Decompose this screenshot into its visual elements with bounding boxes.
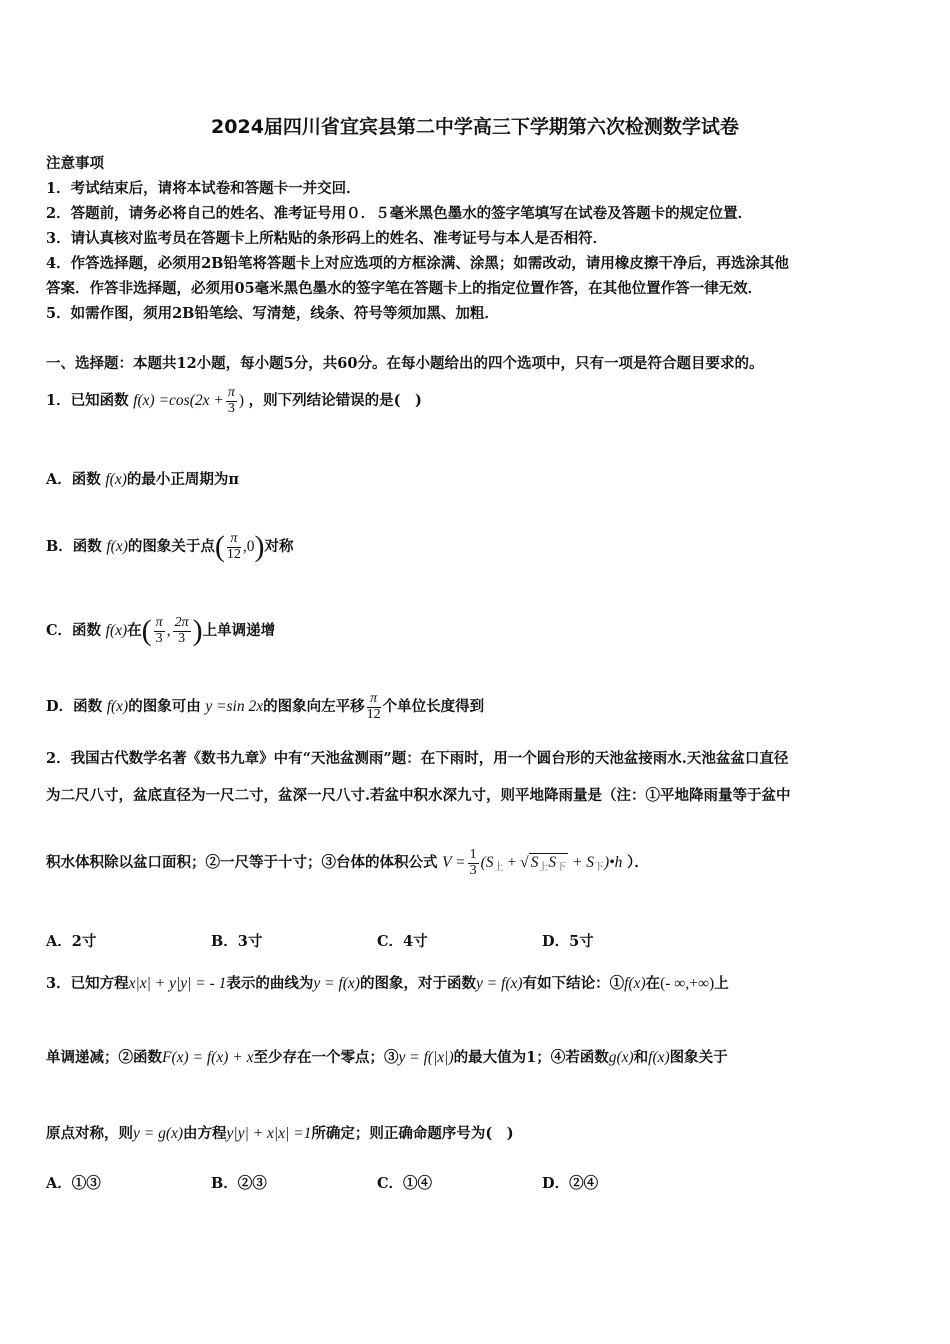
option-text: 的最小正周期为π	[126, 471, 239, 488]
option-label: B．函数	[46, 538, 102, 555]
q3-math: y = f(x)	[313, 975, 360, 992]
notice-item: 2．答题前，请务必将自己的姓名、准考证号用０．５毫米黑色墨水的签字笔填写在试卷及答题卡的规定位置．	[46, 205, 753, 222]
q3-text: 有如下结论：①	[522, 975, 625, 992]
q1-option-c[interactable]: C．函数 f(x)在( $\frac{\pi}{3}$ , $\frac{2\pi}{3}$ )上单调递增	[46, 614, 276, 647]
q3-math: F(x) = f(x) + x	[162, 1049, 254, 1066]
q3-math: f(x)	[624, 975, 646, 992]
option-text: 对称	[264, 538, 294, 555]
q2-option-d[interactable]: D．5寸	[542, 933, 594, 950]
q2-option-c[interactable]: C．4寸	[377, 933, 428, 950]
q3-text: 3．已知方程	[46, 975, 129, 992]
q3-math: x|x| + y|y| = - 1	[128, 975, 227, 992]
q3-math: y = f(|x|)	[398, 1049, 454, 1066]
notice-item: 答案．作答非选择题，必须用05毫米黑色墨水的签字笔在答题卡上的指定位置作答，在其他位置作答一律无效．	[46, 280, 763, 297]
question-2-line-2: 为二尺八寸，盆底直径为一尺二寸，盆深一尺八寸.若盆中积水深九寸，则平地降雨量是（注：①平地降雨量等于盆中	[46, 787, 791, 804]
question-1	[46, 386, 422, 416]
q3-text: 所确定；则正确命题序号为( )	[311, 1125, 514, 1142]
option-math: f(x)	[105, 471, 127, 488]
option-text: 的图象关于点	[127, 538, 215, 555]
option-math: f(x)	[106, 538, 128, 555]
option-label: A．函数	[46, 471, 101, 488]
option-math: y =sin 2x	[205, 698, 264, 716]
q3-math: (- ∞,+∞)	[660, 975, 715, 992]
question-3-line-1	[46, 972, 729, 993]
q3-option-d[interactable]: D．②④	[542, 1175, 599, 1192]
q2-text: 积水体积除以盆口面积；②一尺等于十寸；③台体的体积公式	[46, 854, 438, 872]
q3-math: y = g(x)	[133, 1125, 184, 1142]
q2-option-b[interactable]: B．3寸	[211, 933, 263, 950]
q3-text: 和	[633, 1049, 649, 1066]
page-title: 2024届四川省宜宾县第二中学高三下学期第六次检测数学试卷	[211, 116, 739, 138]
q1-option-b[interactable]: B．函数 f(x)的图象关于点( $\frac{\pi}{12}$ ,0)对称	[46, 530, 294, 563]
notice-item: 1．考试结束后，请将本试卷和答题卡一并交回．	[46, 180, 361, 197]
q3-option-c[interactable]: C．①④	[377, 1175, 433, 1192]
q1-fraction: $\frac{\pi}{3}$	[227, 385, 235, 416]
option-text: 的图象向左平移	[263, 698, 365, 716]
q3-text: 单调递减；②函数	[46, 1049, 162, 1066]
q2-option-a[interactable]: A．2寸	[46, 933, 97, 950]
q3-math: y|y| + x|x| =1	[226, 1125, 312, 1142]
q1-option-a[interactable]	[46, 468, 239, 489]
option-text: 上单调递增	[202, 622, 276, 639]
q3-text: 由方程	[183, 1125, 227, 1142]
q3-option-a[interactable]: A．①③	[46, 1175, 101, 1192]
q1-func: f(x) =cos(2x +	[133, 392, 224, 410]
option-math: f(x)	[106, 698, 129, 716]
option-label: C．函数	[46, 622, 102, 639]
option-text: 个单位长度得到	[382, 698, 485, 716]
option-math: f(x)	[105, 622, 128, 639]
question-3-line-3	[46, 1122, 514, 1143]
section-heading: 一、选择题：本题共12小题，每小题5分，共60分。在每小题给出的四个选项中，只有一项是符合题目要求的。	[46, 355, 764, 372]
option-text: 在	[127, 622, 142, 639]
q3-text: 至少存在一个零点；③	[253, 1049, 399, 1066]
q3-text: 的最大值为1；④若函数	[453, 1049, 609, 1066]
q3-math: y = f(x)	[475, 975, 523, 992]
q1-close: )	[238, 392, 245, 410]
q3-text: 在	[645, 975, 661, 992]
q3-text: 原点对称，则	[46, 1125, 133, 1142]
q3-text: 上	[714, 975, 729, 992]
option-label: D．函数	[46, 698, 103, 716]
q3-option-b[interactable]: B．②③	[211, 1175, 267, 1192]
q2-text: ）．	[627, 854, 649, 872]
q3-text: 的图象，对于函数	[359, 975, 476, 992]
q3-math: f(x)	[648, 1049, 670, 1066]
question-2-line-3: 积水体积除以盆口面积；②一尺等于十寸；③台体的体积公式 V = $\frac{1}{3}$ ($S_上$ + √ $S_上S_下$ + $S_下)•h$ ）．	[46, 847, 649, 878]
q1-tail: ，则下列结论错误的是( )	[248, 392, 422, 410]
q2-formula: V =	[442, 854, 466, 872]
q3-text: 表示的曲线为	[226, 975, 314, 992]
question-2-line-1: 2．我国古代数学名著《数书九章》中有“天池盆测雨”题：在下雨时，用一个圆台形的天池盆接雨水.天池盆盆口直径	[46, 750, 789, 767]
q3-text: 图象关于	[669, 1049, 728, 1066]
question-3-line-2	[46, 1046, 728, 1067]
notice-heading: 注意事项	[46, 155, 104, 172]
notice-item: 3．请认真核对监考员在答题卡上所粘贴的条形码上的姓名、准考证号与本人是否相符．	[46, 230, 608, 247]
q3-math: g(x)	[608, 1049, 634, 1066]
q1-option-d[interactable]: D．函数 f(x)的图象可由 y =sin 2x的图象向左平移 $\frac{\pi}{12}$ 个单位长度得到	[46, 691, 485, 722]
q1-number: 1．已知函数	[46, 392, 129, 410]
notice-item: 5．如需作图，须用2B铅笔绘、写清楚，线条、符号等须加黑、加粗．	[46, 305, 499, 322]
notice-item: 4．作答选择题，必须用2B铅笔将答题卡上对应选项的方框涂满、涂黑；如需改动，请用橡皮擦干净后，再选涂其他	[46, 255, 789, 272]
option-text: 的图象可由	[128, 698, 201, 716]
